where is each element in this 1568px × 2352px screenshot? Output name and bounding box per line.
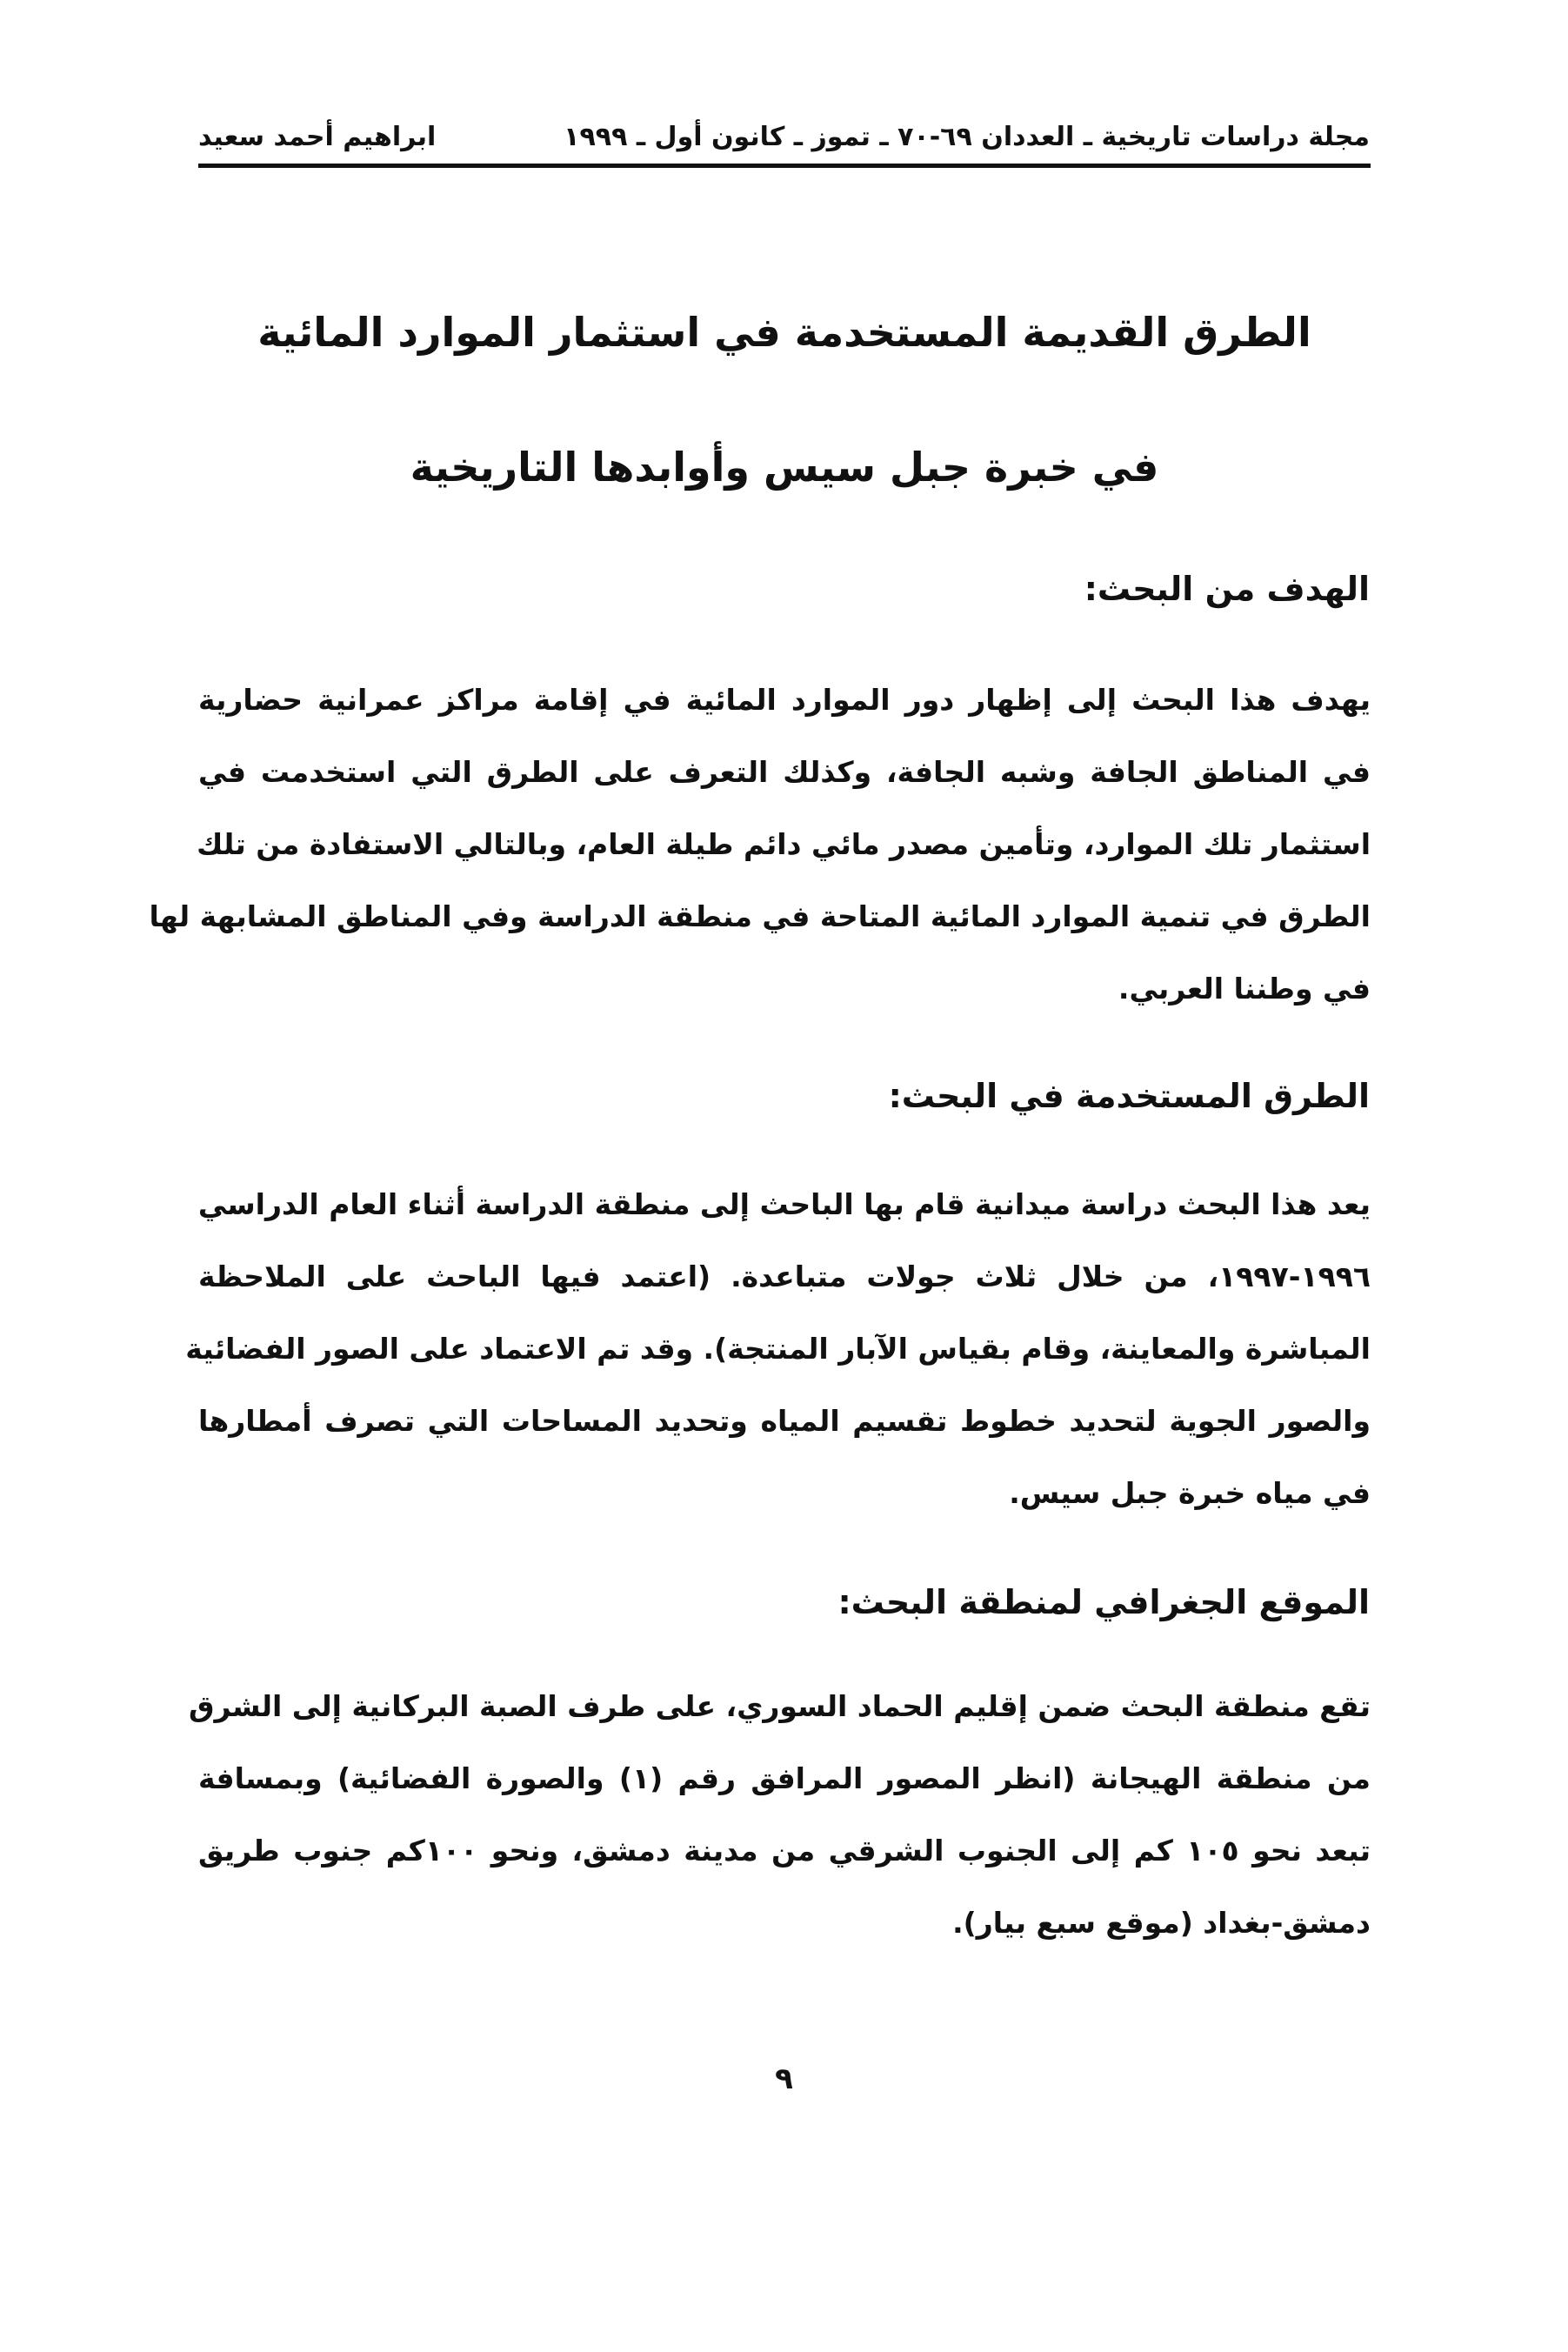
paragraph-line: في المناطق الجافة وشبه الجافة، وكذلك التعرف على الطرق التي استخدمت في xyxy=(198,755,1371,789)
paragraph-line: والصور الجوية لتحديد خطوط تقسيم المياه وتحديد المساحات التي تصرف أمطارها xyxy=(198,1404,1371,1438)
paragraph-line: دمشق-بغداد (موقع سبع بيار). xyxy=(952,1906,1371,1940)
paragraph-line: الطرق في تنمية الموارد المائية المتاحة في منطقة الدراسة وفي المناطق المشابهة لها xyxy=(149,899,1371,933)
header-rule xyxy=(198,164,1371,168)
journal-header: مجلة دراسات تاريخية ـ العددان ٦٩-٧٠ ـ تموز ـ كانون أول ـ ١٩٩٩ xyxy=(564,122,1370,152)
title-line-2: في خبرة جبل سيس وأوابدها التاريخية xyxy=(410,444,1159,491)
paragraph-line: المباشرة والمعاينة، وقام بقياس الآبار المنتجة). وقد تم الاعتماد على الصور الفضائية xyxy=(185,1332,1371,1366)
paragraph-line: في وطننا العربي. xyxy=(1118,972,1371,1006)
paragraph-line: تبعد نحو ١٠٥ كم إلى الجنوب الشرقي من مدينة دمشق، ونحو ١٠٠كم جنوب طريق xyxy=(198,1834,1371,1868)
paragraph-line: تقع منطقة البحث ضمن إقليم الحماد السوري، على طرف الصبة البركانية إلى الشرق xyxy=(189,1689,1371,1723)
section-paragraph-methods xyxy=(185,1179,1371,1540)
section-heading-location: الموقع الجغرافي لمنطقة البحث: xyxy=(837,1583,1370,1621)
paragraph-line: يعد هذا البحث دراسة ميدانية قام بها الباحث إلى منطقة الدراسة أثناء العام الدراسي xyxy=(197,1187,1371,1221)
paragraph-line: استثمار تلك الموارد، وتأمين مصدر مائي دائم طيلة العام، وبالتالي الاستفادة من تلك xyxy=(197,827,1371,861)
author-header: ابراهيم أحمد سعيد xyxy=(198,122,437,152)
page-number: ٩ xyxy=(775,2061,793,2096)
paragraph-line: ١٩٩٦-١٩٩٧، من خلال ثلاث جولات متباعدة. (اعتمد فيها الباحث على الملاحظة xyxy=(198,1260,1371,1293)
paragraph-line: في مياه خبرة جبل سيس. xyxy=(1009,1476,1371,1510)
paragraph-line: يهدف هذا البحث إلى إظهار دور الموارد المائية في إقامة مراكز عمرانية حضارية xyxy=(198,683,1371,717)
section-heading-methods: الطرق المستخدمة في البحث: xyxy=(888,1077,1370,1115)
section-heading-objective: الهدف من البحث: xyxy=(1084,570,1370,608)
section-paragraph-objective xyxy=(149,674,1371,1035)
section-paragraph-location xyxy=(189,1680,1371,1969)
paragraph-line: من منطقة الهيجانة (انظر المصور المرافق رقم (١) والصورة الفضائية) وبمسافة xyxy=(198,1761,1371,1795)
title-line-1: الطرق القديمة المستخدمة في استثمار الموارد المائية xyxy=(257,309,1311,356)
